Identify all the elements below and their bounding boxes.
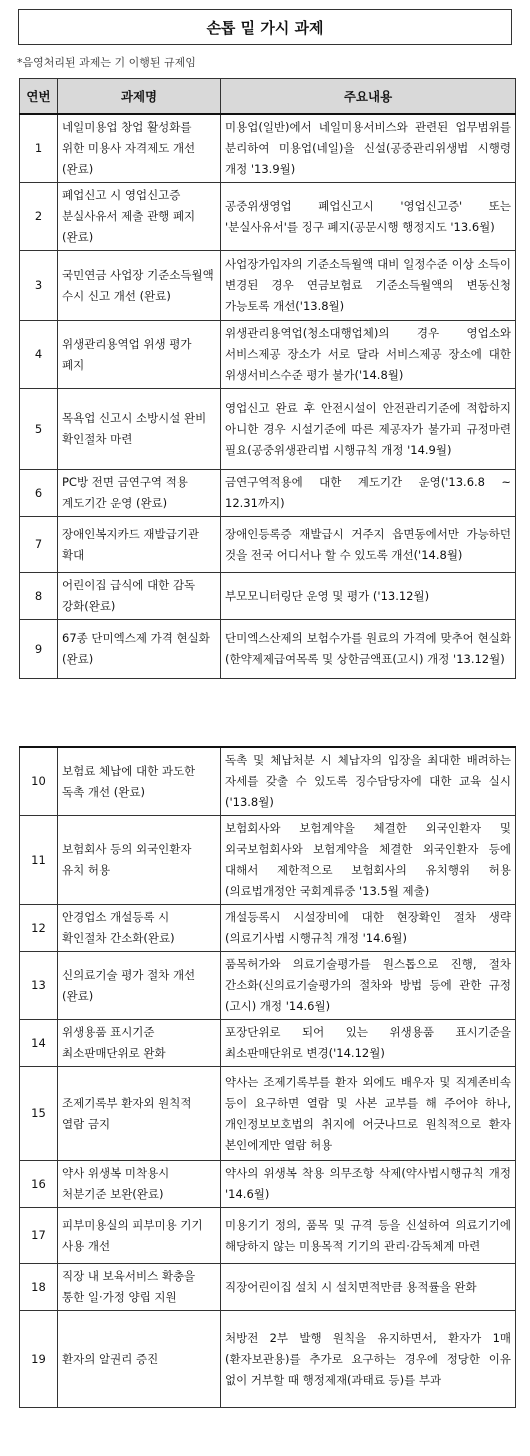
task-content: 보험회사와 보험계약을 체결한 외국인환자 및 외국보험회사와 보험계약을 체결한 외국인환자 등에 대해서 제한적으로 보험회사의 유치행위 허용(의료법개정안 국회계류중 '13.5월 제출) bbox=[221, 816, 516, 905]
table-row bbox=[20, 1208, 516, 1264]
task-name: 장애인복지카드 재발급기관 확대 bbox=[58, 517, 221, 573]
row-number: 5 bbox=[20, 389, 58, 470]
task-content: 공중위생영업 폐업신고시 '영업신고증' 또는 '분실사유서'를 징구 폐지(공문시행 행정지도 '13.6월) bbox=[221, 183, 516, 251]
task-name: 네일미용업 창업 활성화를 위한 미용사 자격제도 개선 (완료) bbox=[58, 114, 221, 183]
task-name: 직장 내 보육서비스 확충을 통한 일·가정 양립 지원 bbox=[58, 1264, 221, 1311]
table-row bbox=[20, 183, 516, 251]
task-name: 신의료기술 평가 절차 개선 (완료) bbox=[58, 952, 221, 1020]
task-content: 포장단위로 되어 있는 위생용품 표시기준을 최소판매단위로 변경('14.12월) bbox=[221, 1020, 516, 1067]
task-name: 피부미용실의 피부미용 기기 사용 개선 bbox=[58, 1208, 221, 1264]
row-number: 3 bbox=[20, 251, 58, 321]
row-number: 19 bbox=[20, 1311, 58, 1408]
table-row bbox=[20, 517, 516, 573]
task-name: PC방 전면 금연구역 적용 계도기간 운영 (완료) bbox=[58, 470, 221, 517]
task-content: 미용기기 정의, 품목 및 규격 등을 신설하여 의료기기에 해당하지 않는 미용목적 기기의 관리·감독체계 마련 bbox=[221, 1208, 516, 1264]
row-number: 18 bbox=[20, 1264, 58, 1311]
task-name: 보험료 체납에 대한 과도한 독촉 개선 (완료) bbox=[58, 747, 221, 816]
task-name: 약사 위생복 미착용시 처분기준 보완(완료) bbox=[58, 1161, 221, 1208]
table-row bbox=[20, 620, 516, 679]
task-content: 영업신고 완료 후 안전시설이 안전관리기준에 적합하지 아니한 경우 시설기준에 따른 제공자가 불가피 규정마련 필요(공중위생관리법 시행규칙 개정 '14.9월) bbox=[221, 389, 516, 470]
task-content: 독촉 및 체납처분 시 체납자의 입장을 최대한 배려하는 자세를 갖출 수 있도록 징수담당자에 대한 교육 실시 ('13.8월) bbox=[221, 747, 516, 816]
row-number: 7 bbox=[20, 517, 58, 573]
row-number: 15 bbox=[20, 1067, 58, 1161]
table-row bbox=[20, 114, 516, 183]
task-content: 직장어린이집 설치 시 설치면적만큼 용적률을 완화 bbox=[221, 1264, 516, 1311]
task-content: 미용업(일반)에서 네일미용서비스와 관련된 업무범위를 분리하여 미용업(네일)을 신설(공중관리위생법 시행령 개정 '13.9월) bbox=[221, 114, 516, 183]
task-name: 환자의 알권리 증진 bbox=[58, 1311, 221, 1408]
task-content: 처방전 2부 발행 원칙을 유지하면서, 환자가 1매(환자보관용)를 추가로 요구하는 경우에 정당한 이유 없이 거부할 때 행정제재(과태료 등)를 부과 bbox=[221, 1311, 516, 1408]
task-content: 장애인등록증 재발급시 거주지 읍면동에서만 가능하던 것을 전국 어디서나 할 수 있도록 개선('14.8월) bbox=[221, 517, 516, 573]
row-number: 11 bbox=[20, 816, 58, 905]
task-name: 폐업신고 시 영업신고증 분실사유서 제출 관행 폐지 (완료) bbox=[58, 183, 221, 251]
row-number: 16 bbox=[20, 1161, 58, 1208]
header-content: 주요내용 bbox=[221, 79, 516, 115]
task-content: 위생관리용역업(청소대행업체)의 경우 영업소와 서비스제공 장소가 서로 달라 서비스제공 장소에 대한 위생서비스수준 평가 불가('14.8월) bbox=[221, 321, 516, 389]
row-number: 14 bbox=[20, 1020, 58, 1067]
table-row bbox=[20, 251, 516, 321]
task-content: 사업장가입자의 기준소득월액 대비 일정수준 이상 소득이 변경된 경우 연금보험료 기준소득월액의 변동신청 가능토록 개선('13.8월) bbox=[221, 251, 516, 321]
row-number: 2 bbox=[20, 183, 58, 251]
table-row bbox=[20, 321, 516, 389]
table-header-row bbox=[20, 79, 516, 115]
task-content: 약사는 조제기록부를 환자 외에도 배우자 및 직계존비속 등이 요구하면 열람 및 사본 교부를 해 주어야 하나, 개인정보보호법의 취지에 어긋나므로 원칙적으로 환자 본인에게만 열람 허용 bbox=[221, 1067, 516, 1161]
table-row bbox=[20, 747, 516, 816]
task-name: 국민연금 사업장 기준소득월액 수시 신고 개선 (완료) bbox=[58, 251, 221, 321]
task-name: 안경업소 개설등록 시 확인절차 간소화(완료) bbox=[58, 905, 221, 952]
task-table bbox=[19, 78, 516, 679]
row-number: 9 bbox=[20, 620, 58, 679]
row-number: 1 bbox=[20, 114, 58, 183]
row-number: 13 bbox=[20, 952, 58, 1020]
task-name: 목욕업 신고시 소방시설 완비 확인절차 마련 bbox=[58, 389, 221, 470]
header-name: 과제명 bbox=[58, 79, 221, 115]
task-content: 약사의 위생복 착용 의무조항 삭제(약사법시행규칙 개정 '14.6월) bbox=[221, 1161, 516, 1208]
table-row bbox=[20, 470, 516, 517]
table-row bbox=[20, 1264, 516, 1311]
row-number: 10 bbox=[20, 747, 58, 816]
task-content: 단미엑스산제의 보험수가를 원료의 가격에 맞추어 현실화(한약제제급여목록 및 상한금액표(고시) 개정 '13.12월) bbox=[221, 620, 516, 679]
row-number: 17 bbox=[20, 1208, 58, 1264]
task-table-continued bbox=[19, 746, 516, 1408]
task-name: 67종 단미엑스제 가격 현실화 (완료) bbox=[58, 620, 221, 679]
task-name: 위생관리용역업 위생 평가 폐지 bbox=[58, 321, 221, 389]
page-title: 손톱 밑 가시 과제 bbox=[18, 9, 512, 45]
task-content: 부모모니터링단 운영 및 평가 ('13.12월) bbox=[221, 573, 516, 620]
table-row bbox=[20, 1161, 516, 1208]
task-name: 조제기록부 환자외 원칙적 열람 금지 bbox=[58, 1067, 221, 1161]
task-name: 위생용품 표시기준 최소판매단위로 완화 bbox=[58, 1020, 221, 1067]
task-content: 금연구역적용에 대한 계도기간 운영('13.6.8 ~ 12.31까지) bbox=[221, 470, 516, 517]
row-number: 12 bbox=[20, 905, 58, 952]
header-num: 연번 bbox=[20, 79, 58, 115]
table-row bbox=[20, 573, 516, 620]
task-name: 어린이집 급식에 대한 감독 강화(완료) bbox=[58, 573, 221, 620]
task-content: 품목허가와 의료기술평가를 원스톱으로 진행, 절차 간소화(신의료기술평가의 절차와 방법 등에 관한 규정(고시) 개정 '14.6월) bbox=[221, 952, 516, 1020]
table-row bbox=[20, 1311, 516, 1408]
row-number: 8 bbox=[20, 573, 58, 620]
row-number: 4 bbox=[20, 321, 58, 389]
table-row bbox=[20, 816, 516, 905]
shading-note: *음영처리된 과제는 기 이행된 규제임 bbox=[17, 56, 196, 69]
table-row bbox=[20, 952, 516, 1020]
table-row bbox=[20, 389, 516, 470]
table-row bbox=[20, 1020, 516, 1067]
table-row bbox=[20, 1067, 516, 1161]
task-name: 보험회사 등의 외국인환자 유치 허용 bbox=[58, 816, 221, 905]
table-row bbox=[20, 905, 516, 952]
task-content: 개설등록시 시설장비에 대한 현장확인 절차 생략(의료기사법 시행규칙 개정 '14.6월) bbox=[221, 905, 516, 952]
row-number: 6 bbox=[20, 470, 58, 517]
